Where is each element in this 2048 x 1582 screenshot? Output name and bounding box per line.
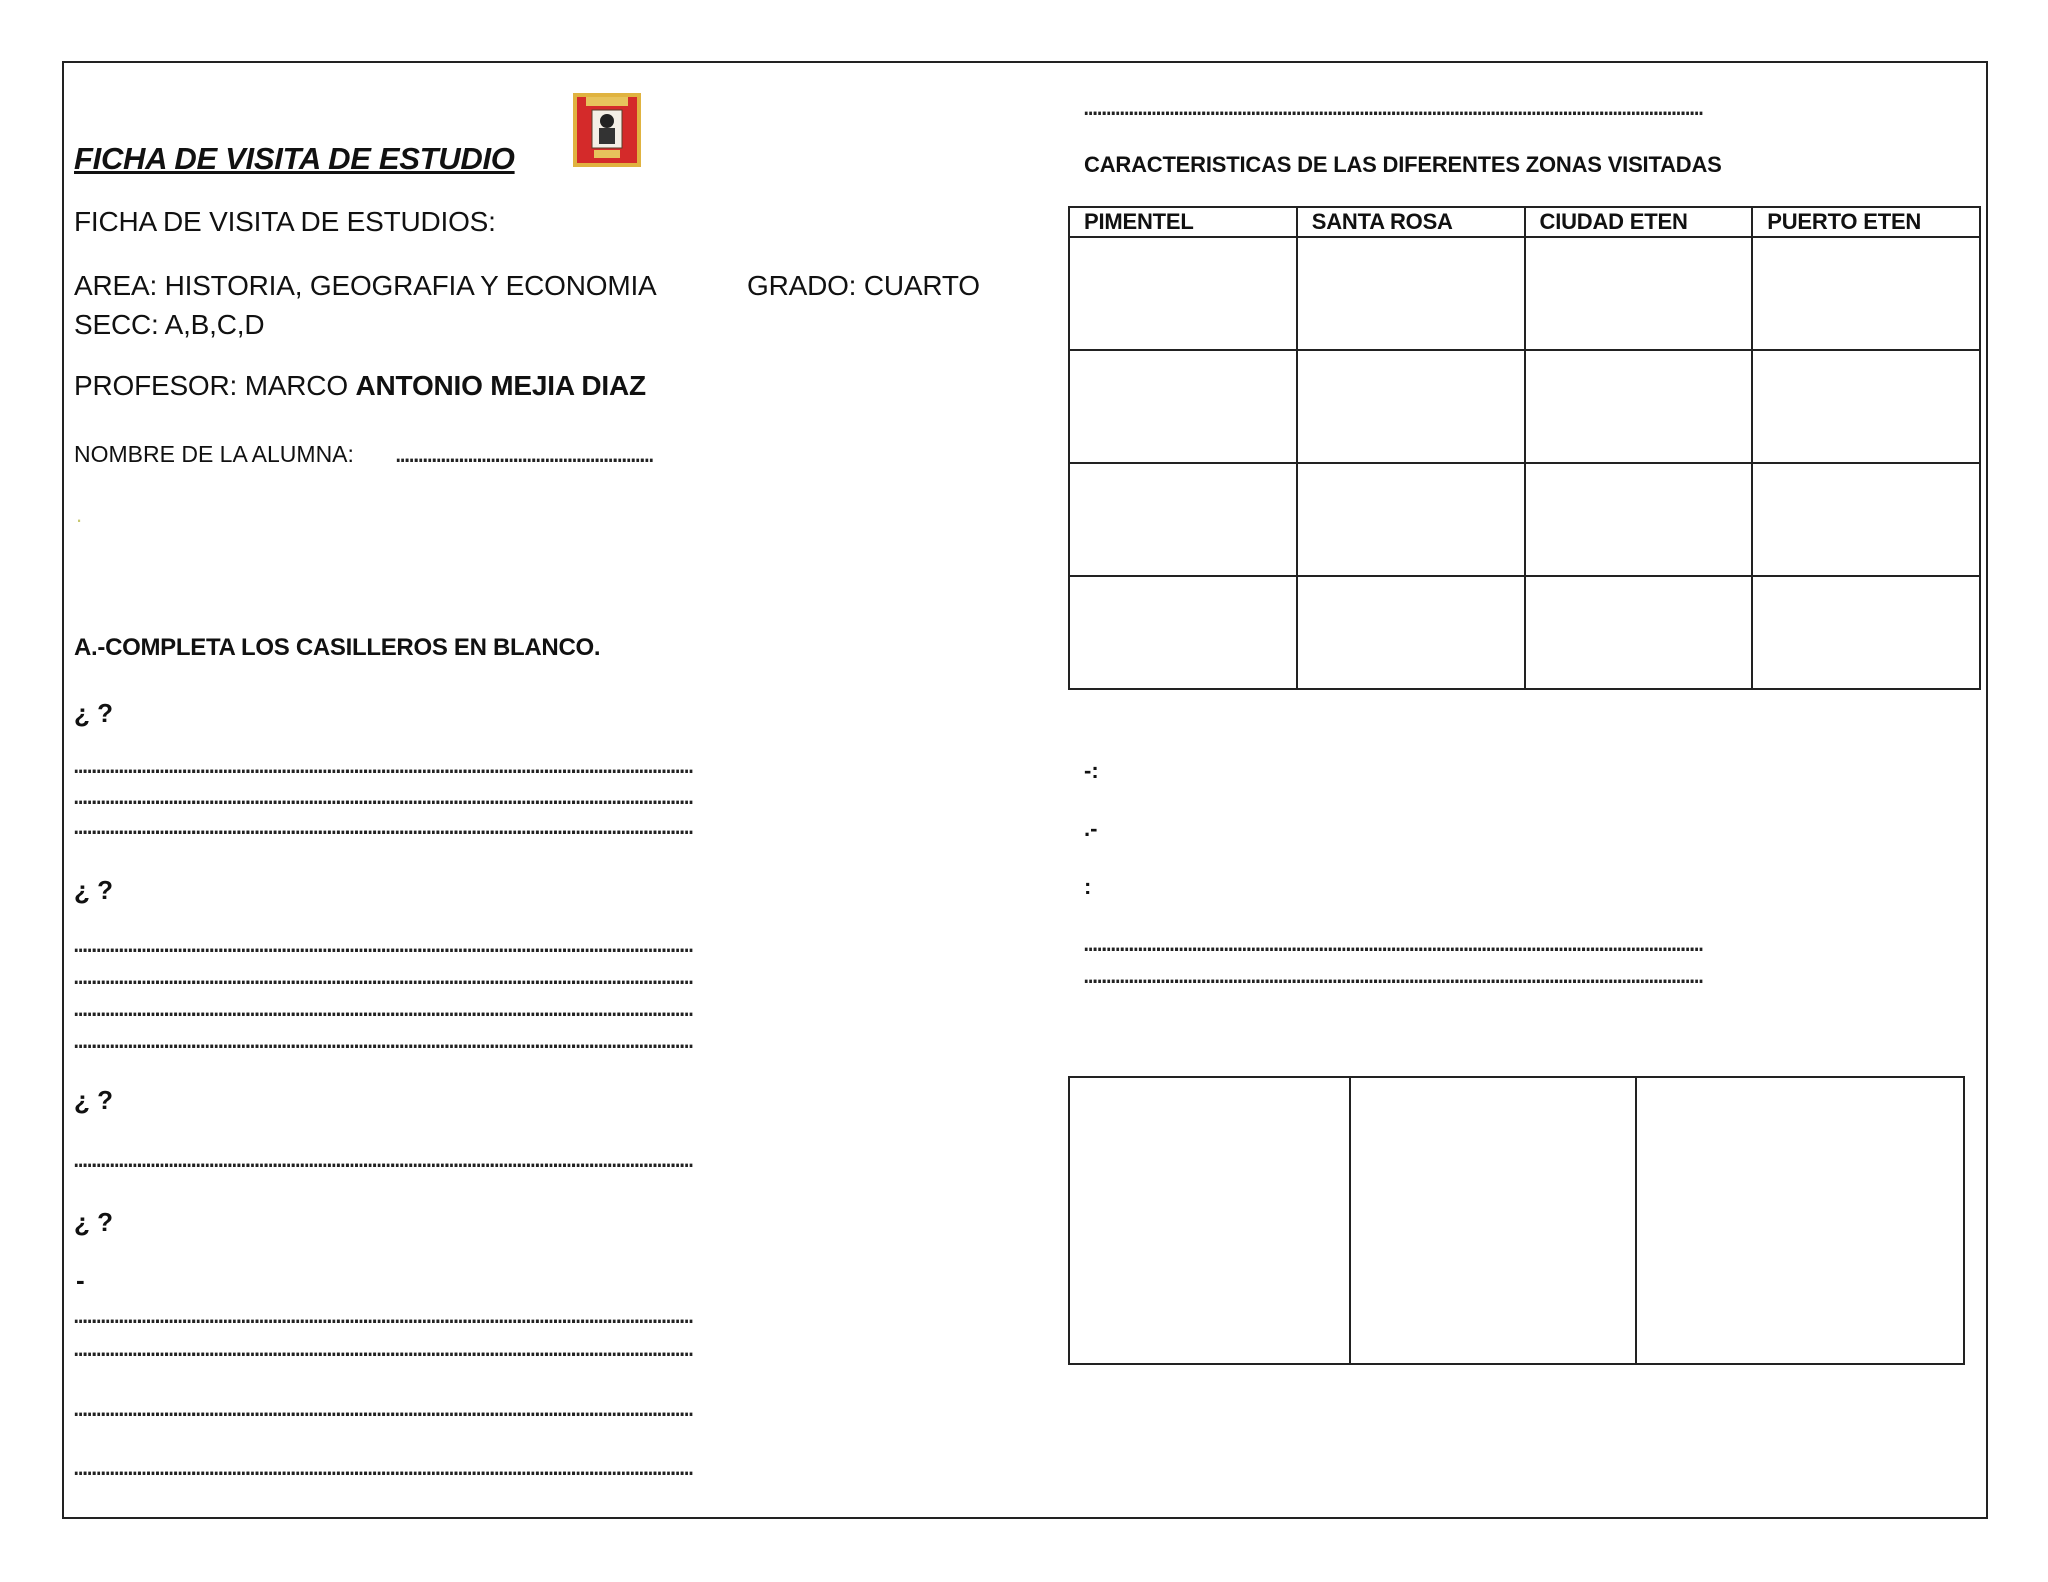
answer-line[interactable]: …………………………………………………………………………………………………………………………………………………………………………………… bbox=[74, 997, 690, 1022]
dash-mark: - bbox=[76, 1265, 85, 1295]
question-3: ¿ ? bbox=[74, 1085, 113, 1115]
table-cell[interactable] bbox=[1525, 576, 1753, 689]
table-cell[interactable] bbox=[1297, 576, 1525, 689]
answer-box[interactable] bbox=[1637, 1078, 1963, 1363]
answer-line[interactable]: …………………………………………………………………………………………………………………………………………………………………………………… bbox=[1084, 96, 1700, 121]
table-cell[interactable] bbox=[1069, 237, 1297, 350]
table-row bbox=[1069, 350, 1980, 463]
answer-line[interactable]: …………………………………………………………………………………………………………………………………………………………………………………… bbox=[74, 1304, 690, 1329]
answer-line[interactable]: …………………………………………………………………………………………………………………………………………………………………………………… bbox=[74, 1029, 690, 1054]
caracteristicas-title: CARACTERISTICAS DE LAS DIFERENTES ZONAS VISITADAS bbox=[1084, 152, 1722, 177]
profesor-label: PROFESOR: MARCO bbox=[74, 370, 356, 401]
table-row bbox=[1069, 463, 1980, 576]
answer-line[interactable]: …………………………………………………………………………………………………………………………………………………………………………………… bbox=[74, 1456, 690, 1481]
table-cell[interactable] bbox=[1525, 237, 1753, 350]
table-cell[interactable] bbox=[1525, 350, 1753, 463]
stray-mark: . bbox=[76, 502, 83, 527]
table-cell[interactable] bbox=[1297, 463, 1525, 576]
table-cell[interactable] bbox=[1297, 350, 1525, 463]
section-a-title: A.-COMPLETA LOS CASILLEROS EN BLANCO. bbox=[74, 634, 601, 661]
mark-1: -: bbox=[1084, 758, 1099, 783]
table-cell[interactable] bbox=[1525, 463, 1753, 576]
answer-line[interactable]: …………………………………………………………………………………………………………………………………………………………………………………… bbox=[74, 785, 690, 810]
answer-line[interactable]: …………………………………………………………………………………………………………………………………………………………………………………… bbox=[1084, 964, 1700, 989]
answer-line[interactable]: …………………………………………………………………………………………………………………………………………………………………………………… bbox=[74, 965, 690, 990]
answer-line[interactable]: …………………………………………………………………………………………………………………………………………………………………………………… bbox=[1084, 932, 1700, 957]
answer-line[interactable]: …………………………………………………………………………………………………………………………………………………………………………………… bbox=[74, 1337, 690, 1362]
question-2: ¿ ? bbox=[74, 875, 113, 905]
table-cell[interactable] bbox=[1069, 463, 1297, 576]
seccion-label: SECC: A,B,C,D bbox=[74, 309, 265, 340]
table-cell[interactable] bbox=[1752, 463, 1980, 576]
answer-line[interactable]: …………………………………………………………………………………………………………………………………………………………………………………… bbox=[74, 754, 690, 779]
table-cell[interactable] bbox=[1752, 350, 1980, 463]
alumna-label: NOMBRE DE LA ALUMNA: bbox=[74, 441, 354, 467]
answer-line[interactable]: …………………………………………………………………………………………………………………………………………………………………………………… bbox=[74, 1397, 690, 1422]
question-1: ¿ ? bbox=[74, 698, 113, 728]
zone-header-pimentel: PIMENTEL bbox=[1069, 207, 1297, 237]
table-row bbox=[1069, 237, 1980, 350]
table-row bbox=[1069, 576, 1980, 689]
zone-header-ciudad-eten: CIUDAD ETEN bbox=[1525, 207, 1753, 237]
profesor-name: ANTONIO MEJIA DIAZ bbox=[355, 370, 646, 401]
alumna-answer-line[interactable]: ………………………………………………………………………… bbox=[396, 443, 650, 468]
grado-label: GRADO: CUARTO bbox=[747, 270, 980, 301]
page-title: FICHA DE VISITA DE ESTUDIO bbox=[74, 141, 515, 176]
answer-line[interactable]: …………………………………………………………………………………………………………………………………………………………………………………… bbox=[74, 1148, 690, 1173]
table-cell[interactable] bbox=[1069, 576, 1297, 689]
answer-box[interactable] bbox=[1351, 1078, 1637, 1363]
answer-line[interactable]: …………………………………………………………………………………………………………………………………………………………………………………… bbox=[74, 815, 690, 840]
answer-boxes bbox=[1068, 1076, 1965, 1365]
answer-box[interactable] bbox=[1070, 1078, 1351, 1363]
mark-3: : bbox=[1084, 874, 1092, 899]
subtitle: FICHA DE VISITA DE ESTUDIOS: bbox=[74, 206, 496, 237]
area-label: AREA: HISTORIA, GEOGRAFIA Y ECONOMIA bbox=[74, 270, 657, 301]
table-cell[interactable] bbox=[1752, 237, 1980, 350]
profesor-line bbox=[74, 370, 646, 402]
table-cell[interactable] bbox=[1752, 576, 1980, 689]
table-cell[interactable] bbox=[1069, 350, 1297, 463]
table-cell[interactable] bbox=[1297, 237, 1525, 350]
answer-line[interactable]: …………………………………………………………………………………………………………………………………………………………………………………… bbox=[74, 933, 690, 958]
question-4: ¿ ? bbox=[74, 1207, 113, 1237]
school-crest-icon bbox=[572, 92, 642, 168]
zone-header-santa-rosa: SANTA ROSA bbox=[1297, 207, 1525, 237]
zones-table bbox=[1068, 206, 1981, 690]
zone-header-puerto-eten: PUERTO ETEN bbox=[1752, 207, 1980, 237]
mark-2: .- bbox=[1084, 816, 1098, 841]
